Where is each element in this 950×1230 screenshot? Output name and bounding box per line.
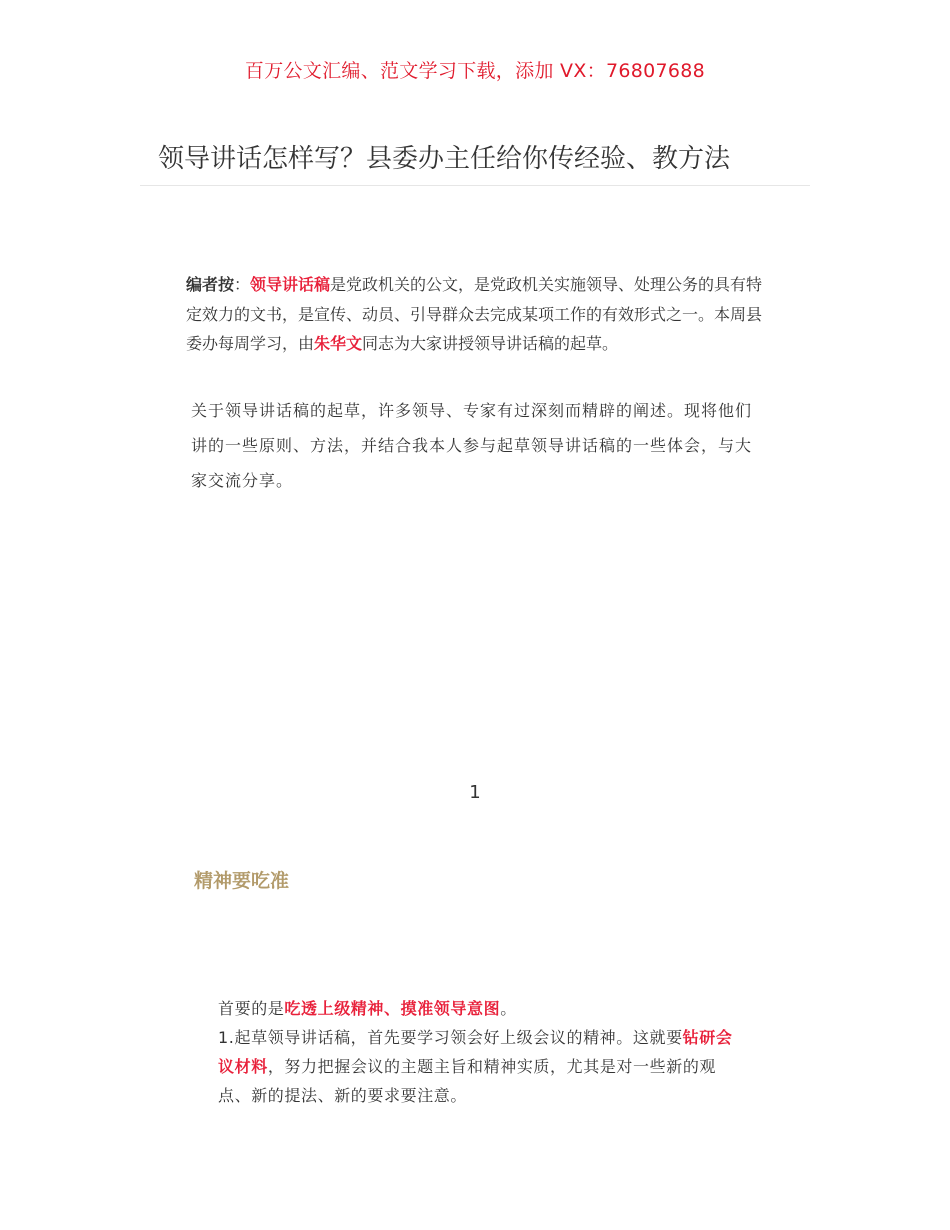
- editor-note-text-1: 是党政机关的公文，是党政机关实施领导、处理公务的具有特定效力的文书，是宣传、动员、引导群众去完成某项工作的有效形式之一。本周县委办每周学习，由: [186, 275, 763, 353]
- editor-note-label: 编者按: [186, 275, 235, 294]
- title-divider: [140, 185, 810, 186]
- intro-paragraph: 关于领导讲话稿的起草，许多领导、专家有过深刻而精辟的阐述。现将他们讲的一些原则、方法，并结合我本人参与起草领导讲话稿的一些体会，与大家交流分享。: [191, 401, 753, 490]
- article-title: 领导讲话怎样写？县委办主任给你传经验、教方法: [158, 144, 731, 174]
- section-p1-end: 。: [500, 999, 517, 1018]
- page-number: 1: [469, 782, 481, 803]
- highlight-speech-draft: 领导讲话稿: [250, 275, 331, 294]
- section-body: [218, 994, 738, 1110]
- section-paragraph-1: [218, 994, 738, 1023]
- promo-banner: 百万公文汇编、范文学习下载，添加 VX：76807688: [244, 60, 706, 82]
- section-p1-highlight: 吃透上级精神、摸准领导意图: [284, 999, 501, 1018]
- section-p2-text: 1.起草领导讲话稿，首先要学习领会好上级会议的精神。这就要: [218, 1028, 683, 1047]
- section-p1-text: 首要的是: [218, 999, 285, 1018]
- editor-note-separator: ：: [234, 275, 251, 294]
- section-heading: 精神要吃准: [194, 870, 290, 892]
- editor-note-text-2: 同志为大家讲授领导讲话稿的起草。: [362, 334, 619, 353]
- section-paragraph-2: [218, 1023, 738, 1110]
- highlight-speaker-name: 朱华文: [314, 334, 363, 353]
- section-p2-end: ，努力把握会议的主题主旨和精神实质，尤其是对一些新的观点、新的提法、新的要求要注意。: [218, 1057, 717, 1105]
- editor-note: [186, 270, 766, 359]
- section-p2-highlight: 钻研会议材料: [218, 1028, 733, 1076]
